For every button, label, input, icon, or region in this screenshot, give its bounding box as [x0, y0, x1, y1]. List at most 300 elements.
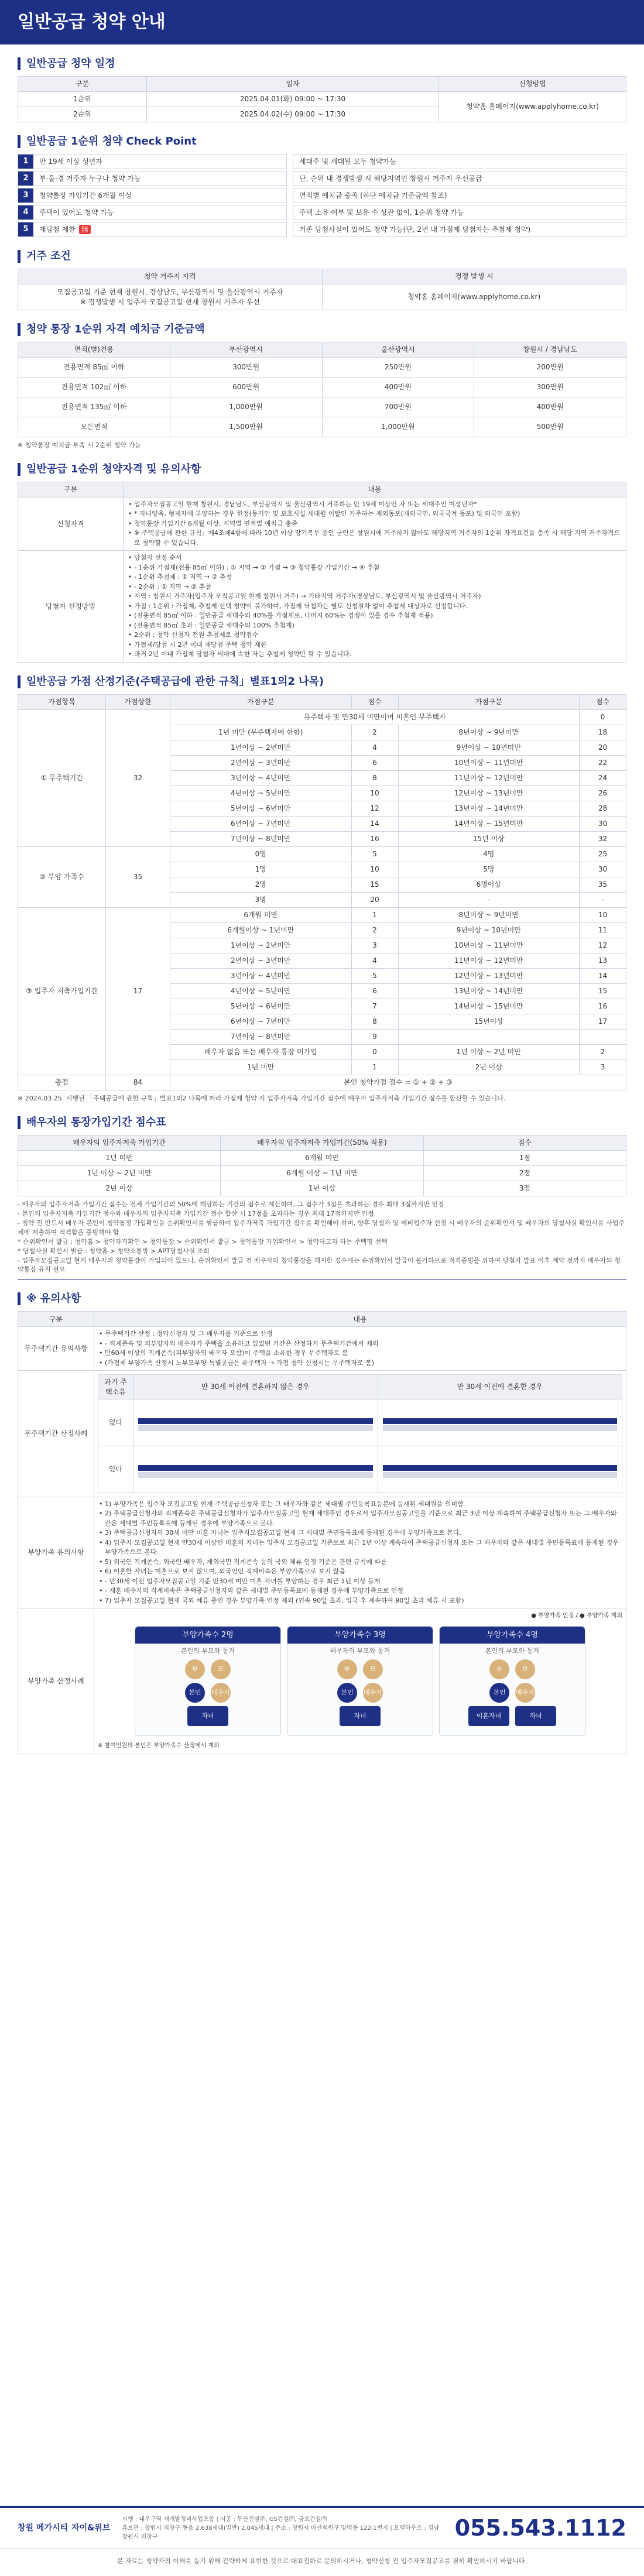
- cell: 2: [580, 1044, 626, 1059]
- cell: 10: [580, 907, 626, 922]
- family-case-title: 부양가족수 3명: [287, 1627, 433, 1644]
- cell: 13: [580, 953, 626, 968]
- col-header: 구분: [18, 1312, 94, 1327]
- table-row: [18, 378, 626, 397]
- page-title: 일반공급 청약 안내: [18, 11, 166, 32]
- cell: 300만원: [170, 358, 322, 378]
- checkpoint-title: 만 19세 이상 성년자: [39, 157, 102, 166]
- cell: 7년이상 ~ 8년미만: [170, 831, 352, 846]
- person-node: 모: [363, 1659, 383, 1679]
- list-item: • - 1순위 추첨제 : ① 지역 → ② 추첨: [128, 572, 621, 582]
- cell: 3년이상 ~ 4년미만: [170, 968, 352, 983]
- table-row: [18, 417, 626, 437]
- cell: 1년 이상 ~ 2년 미만: [18, 1165, 221, 1181]
- couple-row: [135, 1683, 280, 1703]
- page-header: [0, 0, 644, 44]
- list-item: • 무주택기간 산정 : 청약신청자 및 그 배우자를 기준으로 산정: [99, 1329, 621, 1339]
- cell: 3명: [170, 892, 352, 907]
- checkpoint-text: [33, 222, 97, 236]
- text: 모집공고일 기준 현재 창원시, 경상남도, 부산광역시 및 울산광역시 거주자: [57, 288, 283, 297]
- list-item: • (전용면적 85㎡ 초과 : 일반공급 세대수의 100% 추첨제): [128, 621, 621, 631]
- legend: ● 부양가족 인정 / ● 부양가족 제외: [531, 1613, 622, 1620]
- cell: 5년이상 ~ 6년미만: [170, 801, 352, 816]
- col-header: 점수: [423, 1135, 626, 1150]
- list-item: • 만60세 이상의 직계존속(피부양자의 배우자 포함)이 주택을 소유한 경우 무주택자로 봄: [99, 1349, 621, 1359]
- cell: 10년이상 ~ 11년미만: [398, 938, 580, 953]
- header-row: [18, 694, 626, 709]
- header-row: [18, 342, 626, 358]
- cell: 400만원: [322, 378, 474, 397]
- note-line: - 본인의 입주자저축 가입기간 점수와 배우자의 입주자저축 가입기간 점수 합산 시 17점을 초과하는 경우 최대 17점까지만 인정: [18, 1209, 374, 1217]
- row-label: 있다: [98, 1446, 133, 1493]
- checkpoint-number: 1: [18, 155, 33, 169]
- cell: 전용면적 85㎡ 이하: [18, 358, 170, 378]
- list-item: • (가점제 부양가족 산정시 노부모부양 특별공급은 유주택자 → 가점 청약 신청시는 무주택자로 봄): [99, 1359, 621, 1368]
- note-line: - 배우자의 입주자저축 가입기간 점수는 전체 가입기간의 50%에 해당하는 기간의 점수로 계산하며, 그 점수가 3점을 초과하는 경우 최대 3점까지만 인정: [18, 1200, 444, 1208]
- cell: 1년 미만: [18, 1150, 221, 1165]
- col-header: 가점구분: [398, 694, 580, 709]
- list-item: • - 1순위 가점제(전용 85㎡ 이하) : ① 지역 → ② 가점 → ③ 청약통장 가입기간 → ④ 추첨: [128, 563, 621, 573]
- cell: 12: [580, 938, 626, 953]
- cell: 11년이상 ~ 12년미만: [398, 953, 580, 968]
- cell: 1년 이상: [221, 1181, 423, 1196]
- cell: 1년 이상 ~ 2년 미만: [398, 1044, 580, 1059]
- text: ※ 경쟁발생 시 입주자 모집공고일 현재 창원시 거주자 우선: [80, 297, 260, 306]
- person-node: 부: [185, 1659, 205, 1679]
- phone-number[interactable]: 055.543.1112: [454, 2515, 626, 2541]
- cell: 30: [580, 816, 626, 831]
- cell: 13년이상 ~ 14년미만: [398, 983, 580, 999]
- cell: 300만원: [474, 378, 626, 397]
- footer: [0, 2506, 644, 2576]
- family-case-card: [287, 1626, 433, 1736]
- family-case-caption: 본인의 부모와 동거: [485, 1647, 539, 1655]
- row-label: 무주택기간 산정사례: [18, 1371, 94, 1497]
- family-case-caption: 본인의 부모와 동거: [180, 1647, 235, 1655]
- cell: 2025.04.02(수) 09:00 ~ 17:30: [147, 107, 439, 122]
- checkpoint-text: [33, 171, 147, 186]
- cell: 10년이상 ~ 11년미만: [398, 755, 580, 770]
- cell: 35: [580, 877, 626, 892]
- cell: 12: [351, 801, 398, 816]
- col-header: 내용: [124, 482, 626, 497]
- cell: 13년이상 ~ 14년미만: [398, 801, 580, 816]
- table-row: [18, 907, 626, 922]
- row-label: 부양가족 유의사항: [18, 1497, 94, 1608]
- parents-row: [135, 1659, 280, 1679]
- cell: 4년이상 ~ 5년미만: [170, 786, 352, 801]
- cell: 14: [580, 968, 626, 983]
- family-case-title: 부양가족수 4명: [440, 1627, 585, 1644]
- cell: 1순위: [18, 92, 147, 107]
- cell: 14년이상 ~ 15년미만: [398, 999, 580, 1014]
- cell: 3: [351, 938, 398, 953]
- cell: 9: [351, 1029, 398, 1044]
- cell: 5: [351, 846, 398, 862]
- col-header: 배우자의 입주자저축 가입기간: [18, 1135, 221, 1150]
- checkpoint-item: [18, 171, 626, 186]
- row-label: ② 부양 가족수: [18, 846, 106, 907]
- col-header: 만 30세 이전에 결혼하지 않은 경우: [133, 1375, 378, 1399]
- deposit-table: [18, 342, 626, 437]
- col-header: 가점항목: [18, 694, 106, 709]
- person-node: 부: [489, 1659, 509, 1679]
- rank1-select-list: [128, 553, 621, 660]
- caution-list: [99, 1329, 621, 1368]
- list-item: • 4) 입주자 모집공고일 현재 만30세 이상인 미혼의 자녀는 입주자 모집공고일 기준으로 최근 1년 이상 계속하여 주택공급신청자 또는 그 배우자와 같은 세대별 주민등록표에 등재된 경우 부양가족으로 본다.: [99, 1538, 621, 1558]
- cell: 5명: [398, 862, 580, 877]
- person-node: 자녀: [515, 1706, 556, 1726]
- col-header: 부산광역시: [170, 342, 322, 358]
- checkpoint-desc: 단, 순위 내 경쟁발생 시 해당지역인 창원시 거주자 우선공급: [293, 171, 626, 186]
- list-item: • ※ 주택공급에 관한 규칙」제4조제4항에 따라 10년 이상 장기복무 중인 군인은 창원시에 거주하지 않아도 해당지역 거주자의 1순위 자격요건을 충족 시 해당 지역 거주자격으로 청약할 수 있습니다.: [128, 529, 621, 548]
- person-node: 본인: [185, 1683, 205, 1703]
- list-item: • (전용면적 85㎡ 이하 : 일반공급 세대수의 40%를 가점제로, 나머지 60%는 경쟁이 있을 경우 추첨제 적용): [128, 611, 621, 621]
- cell: 0: [351, 1044, 398, 1059]
- checkpoint-badge: 無: [79, 225, 91, 234]
- parents-row: [440, 1659, 585, 1679]
- checkpoint-title: 주택이 있어도 청약 가능: [39, 208, 114, 217]
- cell: 7: [351, 999, 398, 1014]
- list-item: • 2순위 : 청약 신청자 전원 추첨제로 청약접수: [128, 630, 621, 640]
- checkpoint-label: [18, 222, 287, 237]
- cell: 8년이상 ~ 9년미만: [398, 907, 580, 922]
- cell: 0: [580, 709, 626, 725]
- person-node: 자녀: [187, 1706, 228, 1726]
- brand-name: 창원 메가시티: [18, 2523, 68, 2533]
- cell: 1,000만원: [322, 417, 474, 437]
- cell: 32: [580, 831, 626, 846]
- spouse-table: [18, 1135, 626, 1196]
- row-max: 84: [106, 1075, 170, 1090]
- cell: 200만원: [474, 358, 626, 378]
- cell: 4: [351, 740, 398, 755]
- col-header: 경쟁 발생 시: [322, 269, 626, 284]
- header-row: [18, 1135, 626, 1150]
- parents-row: [287, 1659, 433, 1679]
- cell: 6명이상: [398, 877, 580, 892]
- cell: 14년이상 ~ 15년미만: [398, 816, 580, 831]
- person-node: 이혼자녀: [468, 1706, 509, 1726]
- person-node: 본인: [337, 1683, 357, 1703]
- caution-table: [18, 1311, 626, 1754]
- cell: 1,500만원: [170, 417, 322, 437]
- checkpoint-text: [33, 188, 138, 203]
- person-node: 본인: [489, 1683, 509, 1703]
- table-row: [18, 1150, 626, 1165]
- col-header: 점수: [351, 694, 398, 709]
- cell: 500만원: [474, 417, 626, 437]
- cell: 8: [351, 1014, 398, 1029]
- cell: 2년 이상: [398, 1059, 580, 1075]
- col-header: 구분: [18, 77, 147, 92]
- col-header: 내용: [94, 1312, 626, 1327]
- cell: 6: [351, 755, 398, 770]
- cell: 17: [580, 1014, 626, 1029]
- person-node: 배우자: [515, 1683, 535, 1703]
- list-item: • 가점제/당첨 시 2년 이내 재당첨 주택 청약 제한: [128, 640, 621, 650]
- cell: 2명: [170, 877, 352, 892]
- cell: 2025.04.01(화) 09:00 ~ 17:30: [147, 92, 439, 107]
- disclaimer: 본 자료는 청약자의 이해를 돕기 위해 간략하게 표현한 것으로 대표전화로 문의하시거나, 청약신청 전 입주자모집공고를 필히 확인하시기 바랍니다.: [117, 2557, 527, 2565]
- table-row: [18, 846, 626, 862]
- checkpoint-title: 부·울·경 거주자 누구나 청약 가능: [39, 174, 141, 183]
- cell: 4명: [398, 846, 580, 862]
- cell: 12년이상 ~ 13년미만: [398, 786, 580, 801]
- cell: 5: [351, 968, 398, 983]
- col-header: 면적(별)전용: [18, 342, 170, 358]
- schedule-table: [18, 76, 626, 122]
- cell: 9년이상 ~ 10년미만: [398, 922, 580, 938]
- note-line: * 순위확인서 발급 : 청약홈 > 청약자격확인 > 청약통장 > 순위확인서 발급 > 청약통장 가입확인서 > 청약하고자 하는 주택명 선택: [18, 1237, 388, 1246]
- rank1-table: [18, 482, 626, 663]
- table-row: [18, 1181, 626, 1196]
- cell: 1: [351, 1059, 398, 1075]
- col-header: 구분: [18, 482, 124, 497]
- list-item: • 지역 : 창원시 거주자(입주자 모집공고일 현재 창원시 거주) → 기타지역 거주자(경상남도, 부산광역시 및 울산광역시 거주자): [128, 592, 621, 602]
- cell: 0명: [170, 846, 352, 862]
- col-header: 일자: [147, 77, 439, 92]
- list-item: • 당첨자 선정 순서: [128, 553, 621, 563]
- residence-heading: 거주 조건: [18, 250, 626, 263]
- cell: 600만원: [170, 378, 322, 397]
- col-header: 만 30세 이전에 결혼한 경우: [378, 1375, 622, 1399]
- children-row: [135, 1706, 280, 1726]
- spouse-notes: [18, 1200, 626, 1275]
- cell: 2: [351, 922, 398, 938]
- checkpoint-heading: 일반공급 1순위 청약 Check Point: [18, 135, 626, 148]
- list-item: • 과거 2년 이내 가점제 당첨자 세대에 속한 자는 추첨제 청약만 할 수 있습니다.: [128, 650, 621, 660]
- spouse-heading: 배우자의 통장가입기간 점수표: [18, 1116, 626, 1129]
- cell: 25: [580, 846, 626, 862]
- col-header: 울산광역시: [322, 342, 474, 358]
- row-label: 당첨자 선정방법: [18, 551, 124, 663]
- list-item: • 입주자모집공고일 현재 창원시, 경남남도, 부산광역시 및 울산광역시 거주하는 만 19세 이상인 자 또는 세대주인 미성년자*: [128, 500, 621, 510]
- cell: 1년 미만: [170, 1059, 352, 1075]
- cell: 3: [580, 1059, 626, 1075]
- cell: 18: [580, 725, 626, 740]
- checkpoint-number: 4: [18, 205, 33, 219]
- checkpoint-label: [18, 188, 287, 203]
- cell: 6개월이상 ~ 1년미만: [170, 922, 352, 938]
- cell: 7년이상 ~ 8년미만: [170, 1029, 352, 1044]
- checkpoint-label: [18, 171, 287, 186]
- list-item: • 2) 주택공급신청자의 직계존속은 주택공급신청자가 입주자모집공고일 현재 세대주인 경우로서 입주자모집공고일을 기준으로 최근 3년 이상 계속하여 주택공급신청자 또는 그 배우자와 같은 세대별 주민등록표에 등재된 경우에 부양가족으로 본다.: [99, 1509, 621, 1528]
- col-header: 신청방법: [439, 77, 626, 92]
- checkpoint-list: [18, 154, 626, 237]
- cell: 15년이상: [398, 1014, 580, 1029]
- list-item: • - 만30세 이전 입주자모집공고일 기준 만30세 미만 미혼 자녀를 부양하는 경우 최근 1년 이상 등재: [99, 1577, 621, 1587]
- cell: 250만원: [322, 358, 474, 378]
- total-row: [18, 1075, 626, 1090]
- checkpoint-number: 3: [18, 188, 33, 203]
- row-label: 없다: [98, 1399, 133, 1446]
- list-item: • 5) 외국인 직계존속, 외국인 배우자, 재외국민 직계존속 등의 국외 체류 인정 기준은 관련 규칙에 따름: [99, 1558, 621, 1567]
- cell: 10: [351, 786, 398, 801]
- simulation-table: [98, 1374, 622, 1493]
- cell: 2순위: [18, 107, 147, 122]
- checkpoint-label: [18, 205, 287, 220]
- footer-info: 시행 : 대우구역 재개발정비사업조합 | 시공 : 두산건설㈜, GS건설㈜, 금호건설㈜: [122, 2516, 327, 2523]
- schedule-section: [0, 57, 644, 1754]
- list-item: • - 재혼 배우자의 직계비속은 주택공급신청자와 같은 세대별 주민등록표에 등재된 경우에 부양가족으로 인정: [99, 1586, 621, 1596]
- cell: 5년이상 ~ 6년미만: [170, 999, 352, 1014]
- person-node: 배우자: [363, 1683, 383, 1703]
- list-item: • 7) 입주자 모집공고일 현재 국외 체류 중인 경우 부양가족 인정 제외 (연속 90일 초과, 입국 후 계속하여 90일 초과 체류 시 포함): [99, 1596, 621, 1606]
- caution-heading: ※ 유의사항: [18, 1292, 626, 1305]
- cell: 배우자 없음 또는 배우자 통장 미가입: [170, 1044, 352, 1059]
- cell: 1년이상 ~ 2년미만: [170, 938, 352, 953]
- row-label: 무주택기간 유의사항: [18, 1327, 94, 1371]
- note-line: - 청약 전 반드시 배우자 본인이 청약통장 가입확인을 순위확인서를 발급하여 입주자저축 가입기간 점수를 확인해야 하며, 향후 당첨자 및 예비입주자 선정 시 배우자의 순위확인서 및 배우자의 당첨사실 확인서를 사업주체에 제출하여 적격함을 증빙해야 함: [18, 1219, 625, 1236]
- children-row: [287, 1706, 433, 1726]
- person-node: 부: [337, 1659, 357, 1679]
- cell: 1년이상 ~ 2년미만: [170, 740, 352, 755]
- fam-note: ※ 참여인원의 본인은 부양가족수 산정에서 제외: [98, 1743, 220, 1750]
- cell: 15: [580, 983, 626, 999]
- cell: 1년 미만 (무주택자에 한함): [170, 725, 352, 740]
- cell: 3년이상 ~ 4년미만: [170, 770, 352, 786]
- cell: 6개월 미만: [221, 1150, 423, 1165]
- cell: 1점: [423, 1150, 626, 1165]
- col-header: 청약 거주지 자격: [18, 269, 323, 284]
- rank1-heading: 일반공급 1순위 청약자격 및 유의사항: [18, 463, 626, 476]
- cell: 16: [580, 999, 626, 1014]
- rank1-qual-list: [128, 500, 621, 548]
- cell: 6개월 미만: [170, 907, 352, 922]
- cell: 1명: [170, 862, 352, 877]
- cell: 4: [351, 953, 398, 968]
- couple-row: [287, 1683, 433, 1703]
- cell: 15: [351, 877, 398, 892]
- cell: -: [398, 892, 580, 907]
- cell: 20: [580, 740, 626, 755]
- points-note: ※ 2024.03.25. 시행된 「주택공급에 관한 규칙」별표1의2 나목에 따라 가점제 청약 시 입주자저축 가입기간 점수에 배우자 입주자저축 가입기간 점수를 합산할 수 있습니다.: [18, 1094, 506, 1102]
- person-node: 자녀: [340, 1706, 381, 1726]
- cell: 8: [351, 770, 398, 786]
- checkpoint-item: [18, 154, 626, 169]
- cell: 6년이상 ~ 7년미만: [170, 816, 352, 831]
- row-max: 17: [106, 907, 170, 1075]
- cell: 8년이상 ~ 9년미만: [398, 725, 580, 740]
- list-item: • 가점 : 1순위 : 가점제, 추첨제 선택 청약이 불가하며, 가점제 낙첨자는 별도 신청절차 없이 추첨제 대상자로 선정합니다.: [128, 602, 621, 612]
- cell: -: [580, 892, 626, 907]
- cell: 모든면적: [18, 417, 170, 437]
- cell: 4년이상 ~ 5년미만: [170, 983, 352, 999]
- checkpoint-text: [33, 205, 119, 219]
- footer-info: 홍보관 : 창원시 의창구 동읍 2,638세대(일반) 2,045세대 | 주소 : 창원시 마산회원구 양덕동 122-1번지 | 모델하우스 : 경남 창원시 의창구: [122, 2525, 440, 2540]
- row-label: ① 무주택기간: [18, 709, 106, 846]
- cell: 2년 이상: [18, 1181, 221, 1196]
- children-row: [440, 1706, 585, 1726]
- cell: 6개월 이상 ~ 1년 미만: [221, 1165, 423, 1181]
- family-case-title: 부양가족수 2명: [135, 1627, 280, 1644]
- family-cases: [98, 1620, 622, 1742]
- cell: 24: [580, 770, 626, 786]
- list-item: • 3) 주택공급신청자의 30세 미만 미혼 자녀는 입주자모집공고일 현재 그 세대별 주민등록표에 등재된 경우에 부양가족으로 본다.: [99, 1528, 621, 1538]
- checkpoint-text: [33, 155, 108, 169]
- residence-compete: 청약홈 홈페이지(www.applyhome.co.kr): [322, 284, 626, 310]
- points-heading: 일반공급 가점 산정기준(주택공급에 관한 규칙」별표1의2 나목): [18, 675, 626, 688]
- table-row: [18, 397, 626, 417]
- row-label: 총점: [18, 1075, 106, 1090]
- row-max: 35: [106, 846, 170, 907]
- family-case-card: [439, 1626, 585, 1736]
- table-row: [18, 1165, 626, 1181]
- checkpoint-item: [18, 188, 626, 203]
- col-header: 가점구분: [170, 694, 352, 709]
- cell: 유주택자 및 만30세 미만이며 미혼인 무주택자: [170, 709, 580, 725]
- cell: 1: [351, 907, 398, 922]
- col-header: 가점상한: [106, 694, 170, 709]
- couple-row: [440, 1683, 585, 1703]
- col-header: 배우자의 입주자저축 가입기간(50% 적용): [221, 1135, 423, 1150]
- person-node: 모: [211, 1659, 231, 1679]
- cell: 2년이상 ~ 3년미만: [170, 953, 352, 968]
- residence-table: [18, 269, 626, 310]
- deposit-note: ※ 청약통장 예치금 부족 시 2순위 청약 가능: [18, 441, 141, 449]
- cell: 22: [580, 755, 626, 770]
- row-label: 부양가족 산정사례: [18, 1608, 94, 1754]
- col-header: 점수: [580, 694, 626, 709]
- checkpoint-number: 5: [18, 222, 33, 236]
- family-caution-list: [99, 1500, 621, 1606]
- table-row: [18, 709, 626, 725]
- row-label: ③ 입주자 저축가입기간: [18, 907, 106, 1075]
- cell: 700만원: [322, 397, 474, 417]
- checkpoint-title: 청약통장 가입기간 6개월 이상: [39, 191, 132, 200]
- deposit-heading: 청약 통장 1순위 자격 예치금 기준금액: [18, 323, 626, 336]
- cell: 2년이상 ~ 3년미만: [170, 755, 352, 770]
- list-item: • * 자녀양육, 형제자매 부양하는 경우 한정(동거인 및 보호시설 세대원 이탈인 거주하는 재외동포(재외국민, 외국국적 동포) 및 외국인 포함): [128, 509, 621, 519]
- brand-name-2: 자이&위브: [71, 2523, 111, 2533]
- row-max: 32: [106, 709, 170, 846]
- cell: 16: [351, 831, 398, 846]
- checkpoint-desc: 세대주 및 세대원 모두 청약가능: [293, 154, 626, 169]
- checkpoint-number: 2: [18, 171, 33, 186]
- family-case-card: [135, 1626, 281, 1736]
- cell: 20: [351, 892, 398, 907]
- residence-qual: [18, 284, 323, 310]
- cell: 28: [580, 801, 626, 816]
- checkpoint-desc: 주택 소유 여부 및 보유 수 상관 없이, 1순위 청약 가능: [293, 205, 626, 220]
- checkpoint-item: [18, 222, 626, 237]
- col-header: 창원시 / 경남남도: [474, 342, 626, 358]
- list-item: • 1) 부양가족은 입주자 모집공고일 현재 주택공급신청자 또는 그 배우자와 같은 세대별 주민등록표등본에 등재된 세대원을 의미함: [99, 1500, 621, 1510]
- cell: 2점: [423, 1165, 626, 1181]
- list-item: • 청약통장 가입기간 6개월 이상, 지역별 면적별 예치금 충족: [128, 519, 621, 529]
- cell: 1,000만원: [170, 397, 322, 417]
- cell: [398, 1029, 580, 1044]
- checkpoint-desc: 면적별 예치금 충족 (하단 예치금 기준금액 참조): [293, 188, 626, 203]
- cell: 11년이상 ~ 12년미만: [398, 770, 580, 786]
- cell: 11: [580, 922, 626, 938]
- cell: 3점: [423, 1181, 626, 1196]
- cell: 15년 이상: [398, 831, 580, 846]
- apply-method: 청약홈 홈페이지(www.applyhome.co.kr): [439, 92, 626, 122]
- list-item: • 6) 이혼한 자녀는 미혼으로 보지 않으며, 외국인인 직계비속은 부양가족으로 보지 않음: [99, 1567, 621, 1577]
- table-row: [18, 358, 626, 378]
- cell: [580, 1029, 626, 1044]
- cell: 2: [351, 725, 398, 740]
- cell: 10: [351, 862, 398, 877]
- checkpoint-title: 재당첨 제한: [39, 225, 76, 234]
- schedule-heading: 일반공급 청약 일정: [18, 57, 626, 70]
- col-header: 과거 주택소유: [98, 1375, 133, 1399]
- list-item: • - 직계존속 및 피부양자의 배우자가 주택을 소유하고 있었던 기간은 산정하지 무주택기간에서 제외: [99, 1339, 621, 1349]
- cell: 본인 청약가점 점수 = ① + ② + ③: [170, 1075, 626, 1090]
- checkpoint-item: [18, 205, 626, 220]
